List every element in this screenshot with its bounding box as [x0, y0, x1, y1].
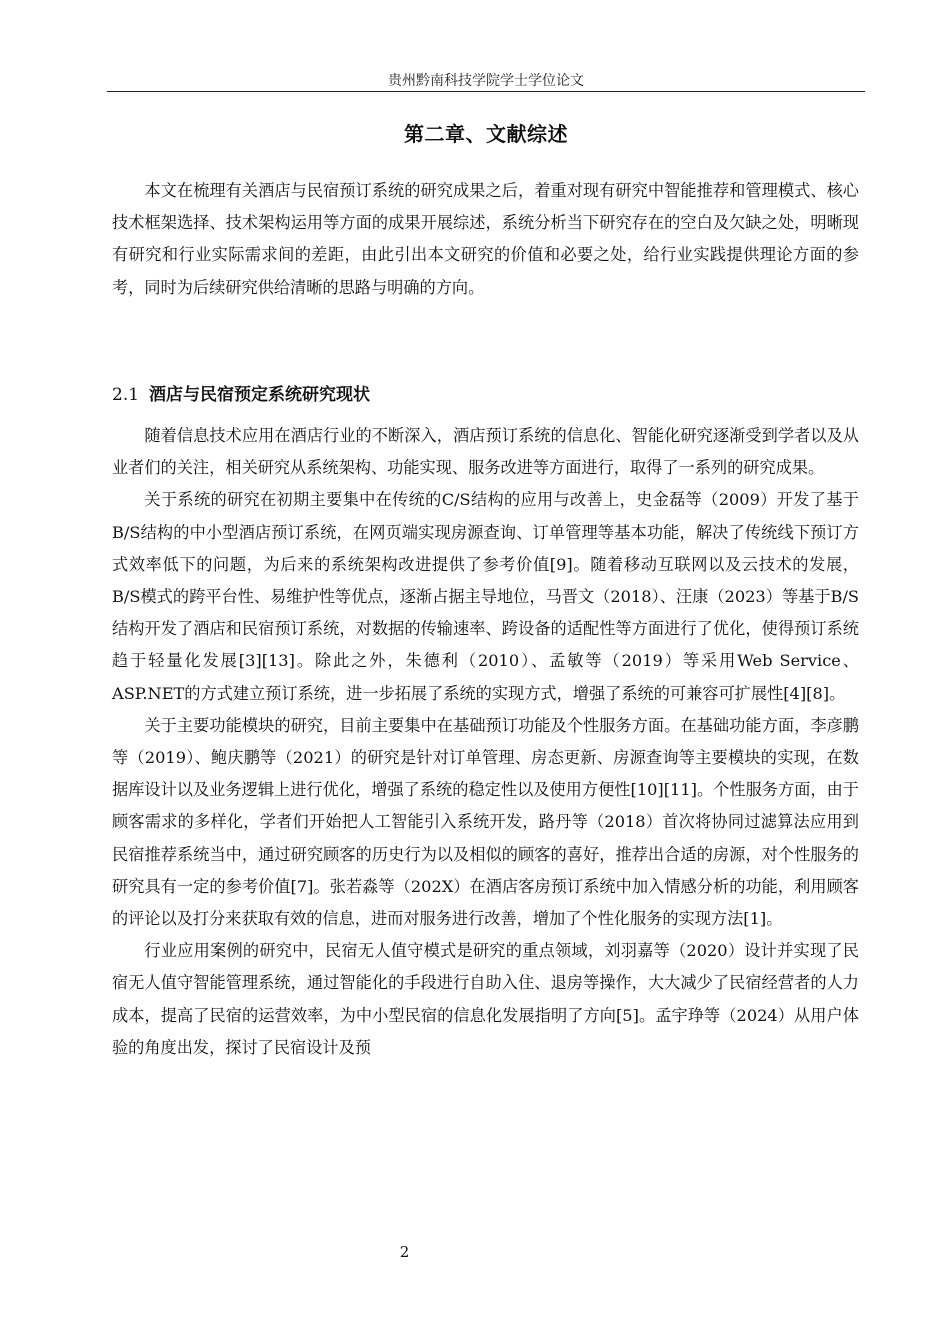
body-paragraph: 行业应用案例的研究中，民宿无人值守模式是研究的重点领域，刘羽嘉等（2020）设计并实现了民宿无人值守智能管理系统，通过智能化的手段进行自助入住、退房等操作，大大减少了民宿经营者的人力成本，提高了民宿的运营效率，为中小型民宿的信息化发展指明了方向[5]。孟宇琤等（2024）从用户体验的角度出发，探讨了民宿设计及预 [112, 941, 859, 1057]
intro-text [112, 175, 859, 304]
section-body [112, 420, 859, 1064]
intro-paragraph: 本文在梳理有关酒店与民宿预订系统的研究成果之后，着重对现有研究中智能推荐和管理模式、核心技术框架选择、技术架构运用等方面的成果开展综述，系统分析当下研究存在的空白及欠缺之处，明晰现有研究和行业实际需求间的差距，由此引出本文研究的价值和必要之处，给行业实践提供理论方面的参考，同时为后续研究供给清晰的思路与明确的方向。 [112, 181, 859, 297]
section-number: 2.1 [112, 385, 140, 405]
header-rule [107, 91, 865, 92]
page-header: 贵州黔南科技学院学士学位论文 [388, 73, 584, 89]
page-number: 2 [399, 1243, 410, 1261]
section-heading [112, 380, 370, 405]
chapter-title: 第二章、文献综述 [404, 122, 568, 146]
body-paragraph: 随着信息技术应用在酒店行业的不断深入，酒店预订系统的信息化、智能化研究逐渐受到学者以及从业者们的关注，相关研究从系统架构、功能实现、服务改进等方面进行，取得了一系列的研究成果。 [112, 426, 859, 478]
section-title: 酒店与民宿预定系统研究现状 [149, 385, 371, 405]
body-paragraph: 关于主要功能模块的研究，目前主要集中在基础预订功能及个性服务方面。在基础功能方面，李彦鹏等（2019）、鲍庆鹏等（2021）的研究是针对订单管理、房态更新、房源查询等主要模块的实现，在数据库设计以及业务逻辑上进行优化，增强了系统的稳定性以及使用方便性[10][11]。个性服务方面，由于顾客需求的多样化，学者们开始把人工智能引入系统开发，路丹等（2018）首次将协同过滤算法应用到民宿推荐系统当中，通过研究顾客的历史行为以及相似的顾客的喜好，推荐出合适的房源，对个性服务的研究具有一定的参考价值[7]。张若淼等（202X）在酒店客房预订系统中加入情感分析的功能，利用顾客的评论以及打分来获取有效的信息，进而对服务进行改善，增加了个性化服务的实现方法[1]。 [112, 715, 859, 929]
body-paragraph: 关于系统的研究在初期主要集中在传统的C/S结构的应用与改善上，史金磊等（2009）开发了基于B/S结构的中小型酒店预订系统，在网页端实现房源查询、订单管理等基本功能，解决了传统线下预订方式效率低下的问题，为后来的系统架构改进提供了参考价值[9]。随着移动互联网以及云技术的发展，B/S模式的跨平台性、易维护性等优点，逐渐占据主导地位，马晋文（2018）、汪康（2023）等基于B/S结构开发了酒店和民宿预订系统，对数据的传输速率、跨设备的适配性等方面进行了优化，使得预订系统趋于轻量化发展[3][13]。除此之外，朱德利（2010）、孟敏等（2019）等采用Web Service、ASP.NET的方式建立预订系统，进一步拓展了系统的实现方式，增强了系统的可兼容可扩展性[4][8]。 [112, 490, 859, 703]
